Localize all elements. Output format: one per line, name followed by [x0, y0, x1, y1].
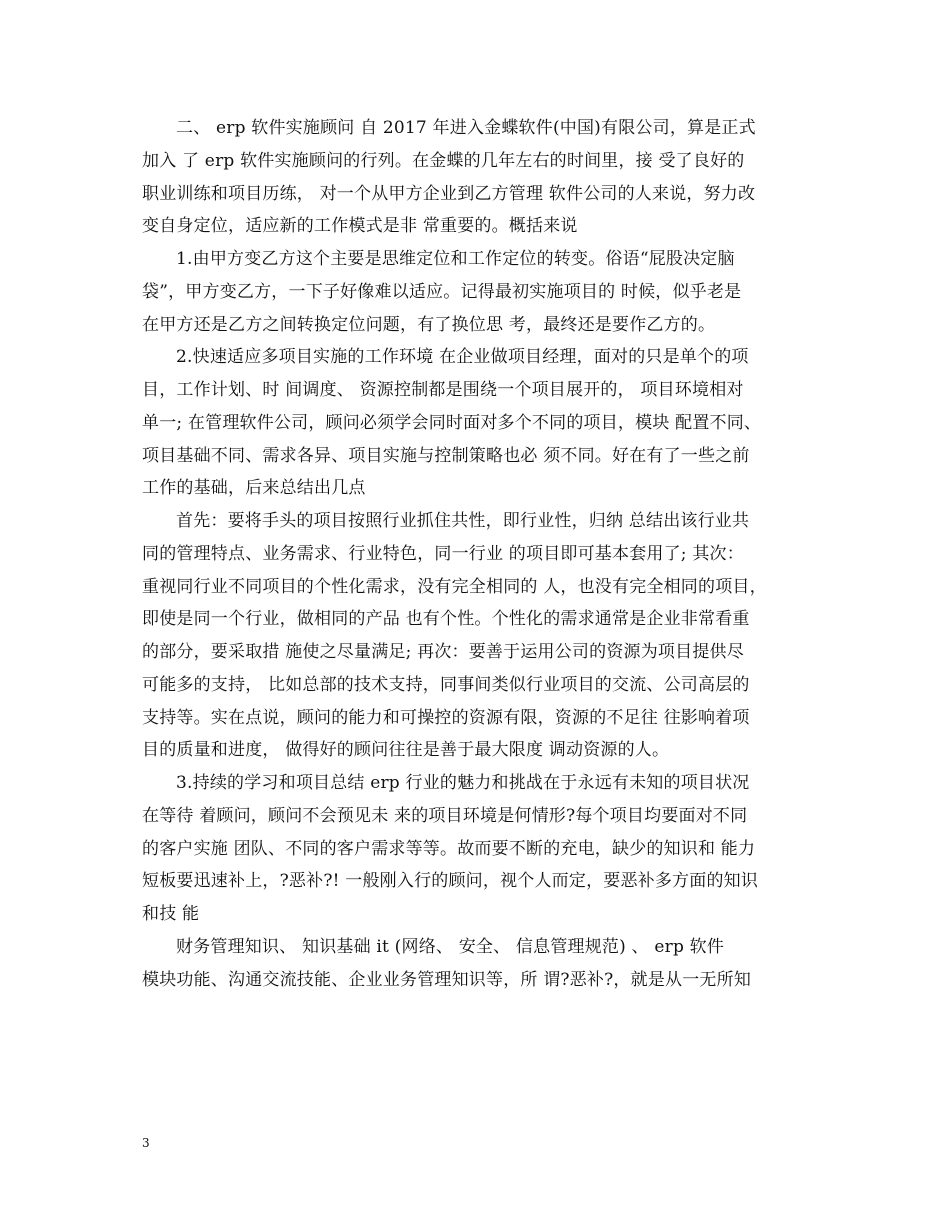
text-line: 目，工作计划、时 间调度、 资源控制都是围绕一个项目展开的， 项目环境相对	[142, 380, 744, 400]
text-line: 的部分，要采取措 施使之尽量满足; 再次：要善于运用公司的资源为项目提供尽	[142, 642, 744, 662]
text-line: 和技 能	[142, 904, 200, 924]
text-line: 袋”，甲方变乙方，一下子好像难以适应。记得最初实施项目的 时候，似乎老是	[142, 281, 742, 302]
text-line: 变自身定位，适应新的工作模式是非 常重要的。概括来说	[142, 216, 578, 237]
text-line: 职业训练和项目历练， 对一个从甲方企业到乙方管理 软件公司的人来说，努力改	[142, 183, 756, 204]
document-body	[142, 112, 810, 996]
text-line: 支持等。实在点说，顾问的能力和可操控的资源有限，资源的不足往 往影响着项	[142, 707, 750, 728]
text-line: 在等待 着顾问，顾问不会预见未 来的项目环境是何情形?每个项目均要面对不同	[142, 805, 748, 826]
text-line: 3.持续的学习和项目总结 erp 行业的魅力和挑战在于永远有未知的项目状况	[176, 773, 750, 793]
text-line: 可能多的支持， 比如总部的技术支持，同事间类似行业项目的交流、公司高层的	[142, 674, 750, 695]
text-line: 首先：要将手头的项目按照行业抓住共性，即行业性，归纳 总结出该行业共	[176, 511, 750, 531]
text-line: 单一; 在管理软件公司，顾问必须学会同时面对多个不同的项目，模块 配置不同、	[142, 412, 762, 433]
text-line: 工作的基础，后来总结出几点	[142, 478, 366, 499]
text-line: 项目基础不同、需求各异、项目实施与控制策略也必 须不同。好在有了一些之前	[142, 445, 750, 466]
text-line: 加入 了 erp 软件实施顾问的行列。在金蝶的几年左右的时间里，接 受了良好的	[142, 150, 745, 171]
text-line: 二、 erp 软件实施顾问 自 2017 年进入金蝶软件(中国)有限公司，算是正式	[176, 118, 756, 138]
text-line: 2.快速适应多项目实施的工作环境 在企业做项目经理，面对的只是单个的项	[176, 347, 749, 368]
text-line: 的客户实施 团队、不同的客户需求等等。故而要不断的充电，缺少的知识和 能力	[142, 838, 756, 859]
text-line: 模块功能、沟通交流技能、企业业务管理知识等，所 谓?恶补?，就是从一无所知	[142, 969, 752, 990]
text-line: 1.由甲方变乙方这个主要是思维定位和工作定位的转变。俗语“屁股决定脑	[176, 249, 735, 269]
text-line: 在甲方还是乙方之间转换定位问题，有了换位思 考，最终还是要作乙方的。	[142, 314, 716, 335]
text-line: 同的管理特点、业务需求、行业特色，同一行业 的项目即可基本套用了; 其次：	[142, 543, 744, 564]
text-line: 即使是同一个行业，做相同的产品 也有个性。个性化的需求通常是企业非常看重	[142, 609, 750, 630]
text-line: 目的质量和进度， 做得好的顾问往往是善于最大限度 调动资源的人。	[142, 740, 670, 761]
text-line: 短板要迅速补上，?恶补?! 一般刚入行的顾问，视个人而定，要恶补多方面的知识	[142, 871, 759, 892]
page-number: 3	[142, 1136, 150, 1150]
text-line: 重视同行业不同项目的个性化需求，没有完全相同的 人，也没有完全相同的项目，	[142, 576, 767, 597]
text-line: 财务管理知识、 知识基础 it (网络、 安全、 信息管理规范) 、 erp 软件	[176, 936, 725, 957]
